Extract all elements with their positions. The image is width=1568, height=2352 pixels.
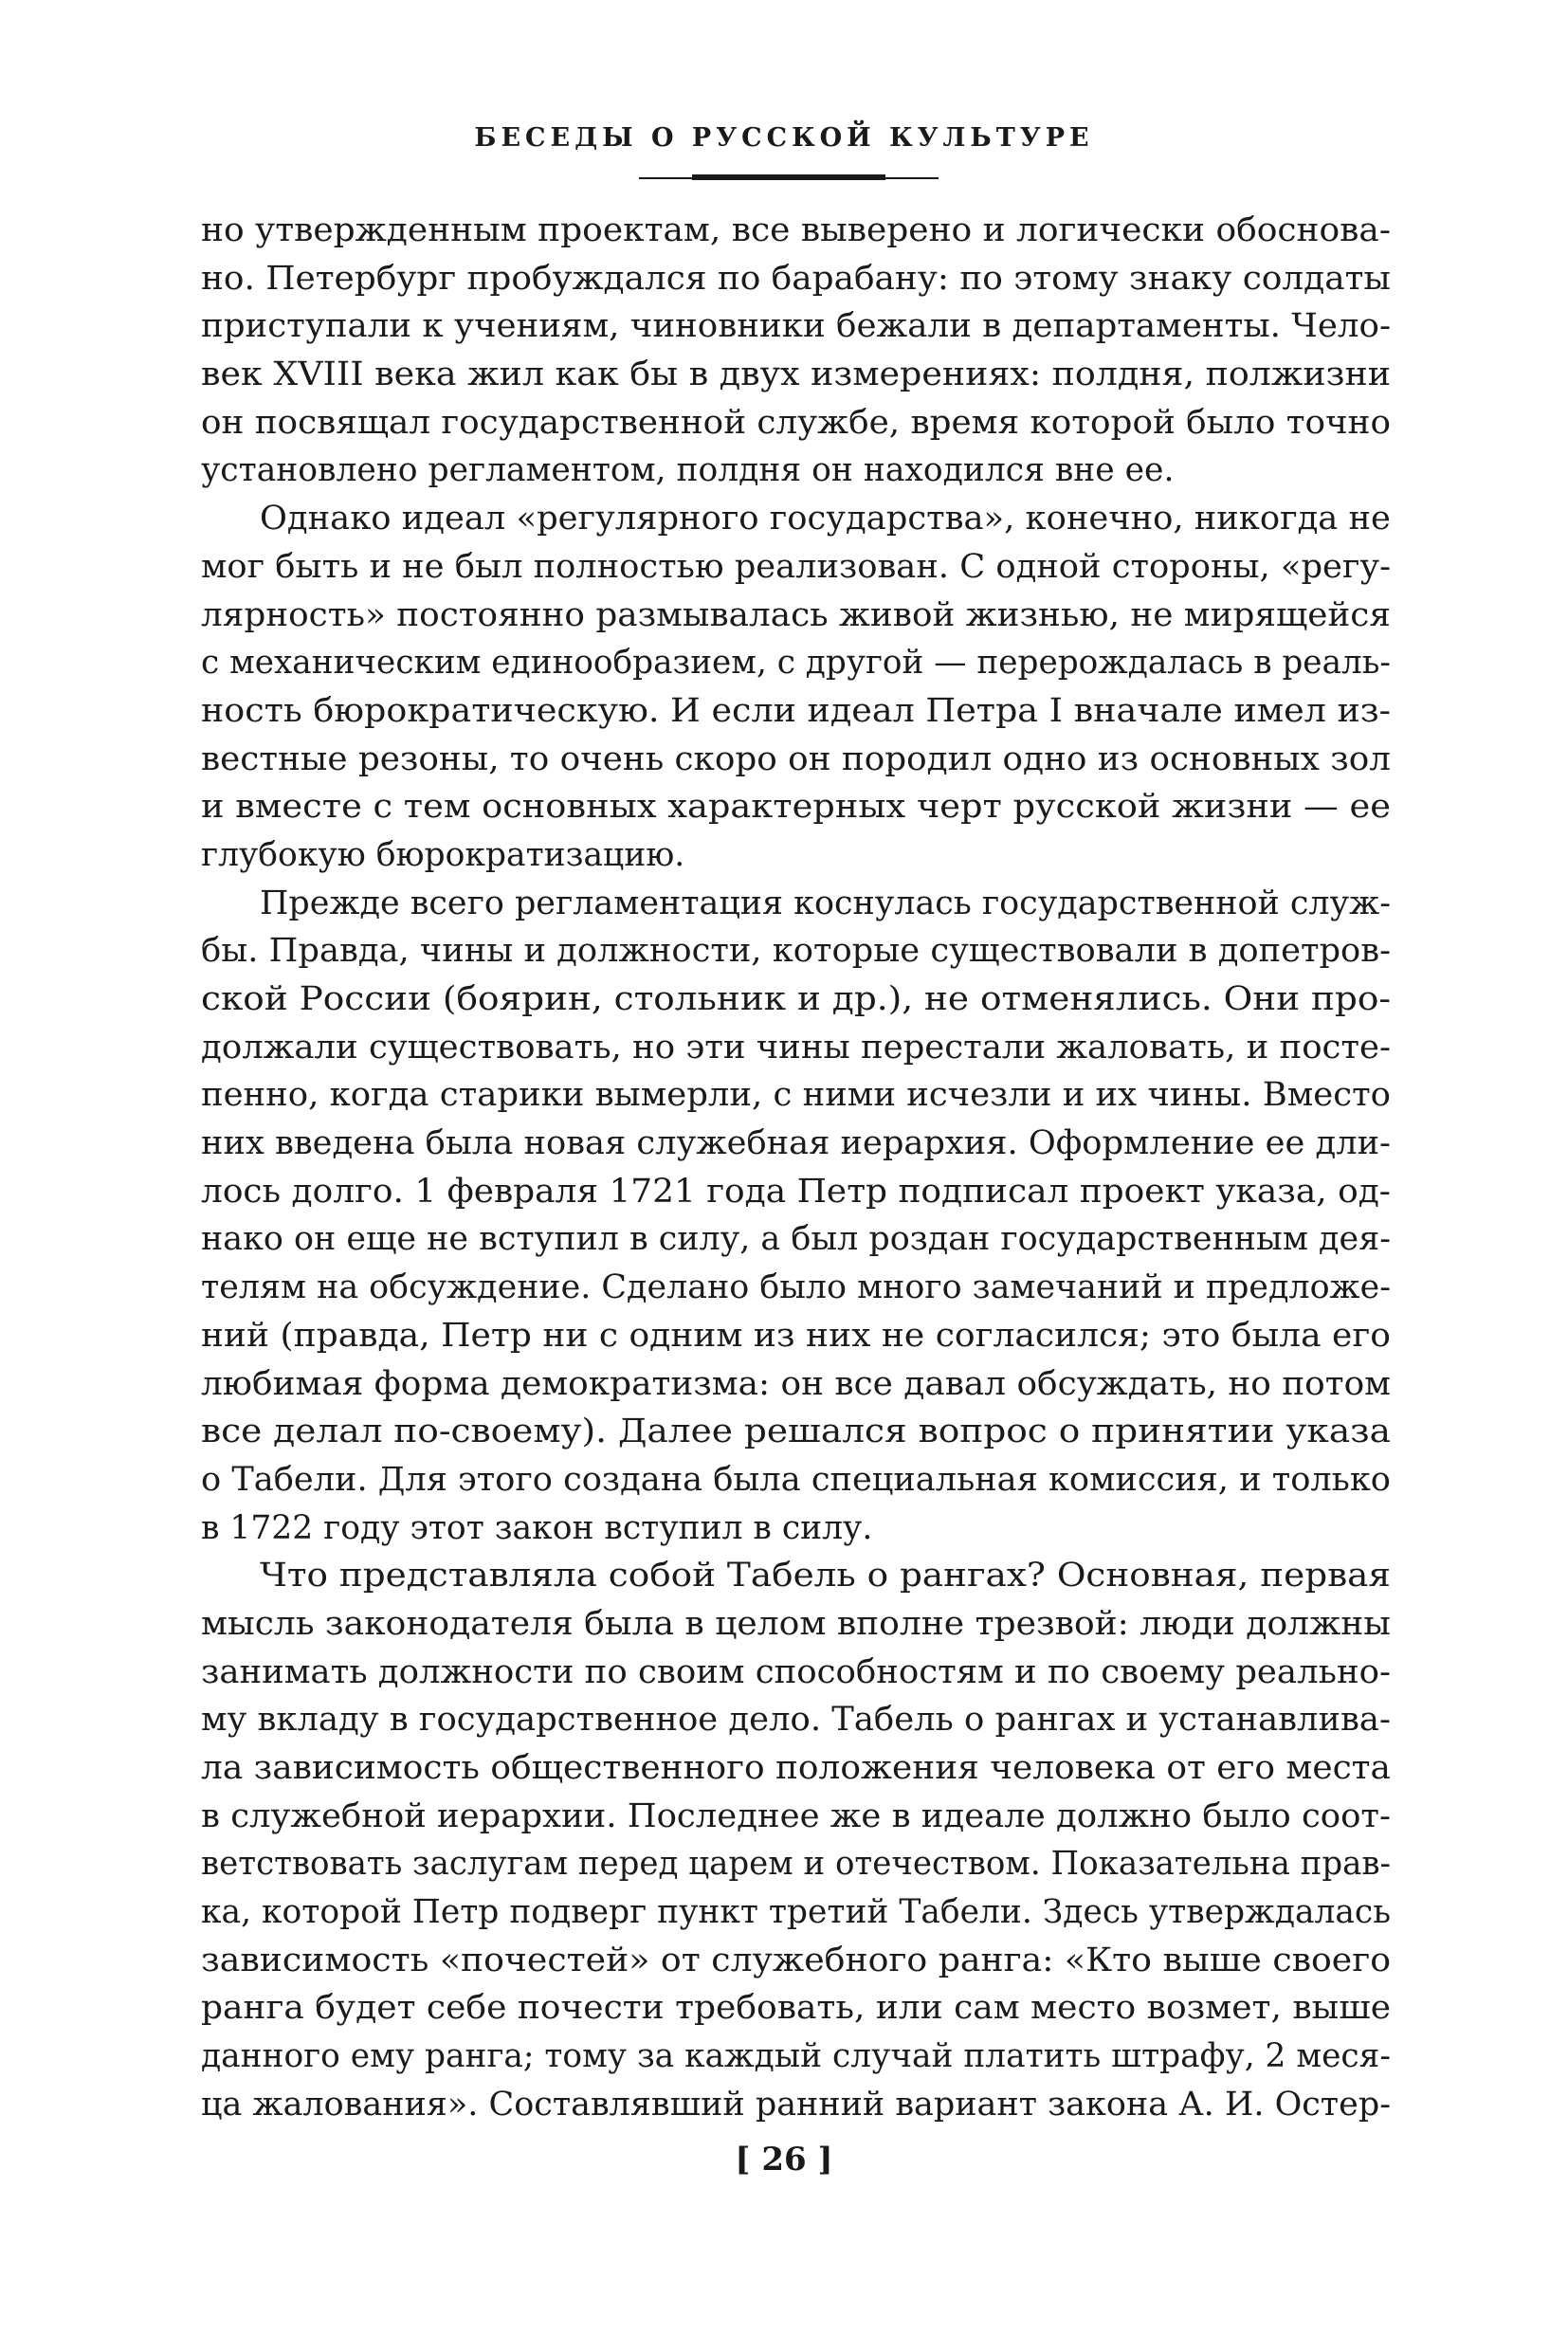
text-line-content: лярность» постоянно размывалась живой жизнью, не мирящейся [201, 595, 1391, 634]
running-header: БЕСЕДЫ О РУССКОЙ КУЛЬТУРЕ [474, 123, 1094, 153]
text-line-content: и вместе с тем основных характерных черт русской жизни — ее [201, 788, 1391, 827]
text-line-content: му вкладу в государственное дело. Табель о рангах и устанавлива- [201, 1701, 1391, 1740]
text-line [201, 880, 1391, 928]
text-line [201, 1120, 1391, 1168]
text-line [201, 351, 1391, 399]
text-line [201, 1264, 1391, 1312]
text-line [201, 1649, 1391, 1697]
text-line [201, 1456, 1391, 1504]
text-line [201, 1793, 1391, 1841]
text-line [201, 2081, 1391, 2129]
header-rule-accent [692, 174, 885, 180]
text-line [201, 2033, 1391, 2081]
text-line [201, 831, 1391, 880]
text-line-content: он посвящал государственной службе, время которой было точно [201, 403, 1392, 442]
text-line-content: в служебной иерархии. Последнее же в идеале должно было соот- [201, 1796, 1391, 1835]
text-line-content: ской России (боярин, стольник и др.), не отменялись. Они про- [201, 980, 1392, 1018]
text-line [201, 255, 1391, 303]
text-line [201, 1215, 1391, 1264]
text-line [201, 302, 1391, 351]
text-line [201, 1504, 1391, 1553]
text-line-content: ранга будет себе почести требовать, или сам место возмет, выше [201, 1989, 1392, 2028]
text-line [201, 1984, 1391, 2033]
text-line [201, 1888, 1391, 1937]
text-line-content: но утвержденным проектам, все выверено и логически обоснова- [201, 211, 1392, 249]
text-line [201, 1408, 1391, 1456]
text-line [201, 447, 1391, 495]
text-line-content: ка, которой Петр подверг пункт третий Табели. Здесь утверждалась [201, 1893, 1392, 1932]
text-line-content: век XVIII века жил как бы в двух измерениях: полдня, полжизни [201, 356, 1391, 394]
text-line-content: Однако идеал «регулярного государства», конечно, никогда не [260, 500, 1391, 538]
text-line-content: установлено регламентом, полдня он находился вне ее. [201, 451, 1175, 490]
text-line-content: ветствовать заслугам перед царем и отечеством. Показательна прав- [201, 1845, 1391, 1884]
text-line-content: ца жалования». Составлявший ранний вариант закона А. И. Остер- [201, 2085, 1392, 2124]
text-line-content: вестные резоны, то очень скоро он породил одно из основных зол [201, 739, 1391, 778]
text-line [201, 1552, 1391, 1600]
text-line-content: Что представляла собой Табель о рангах? Основная, первая [260, 1557, 1391, 1595]
text-line [201, 1600, 1391, 1649]
text-line-content: них введена была новая служебная иерархия. Оформление ее дли- [201, 1124, 1391, 1163]
text-line [201, 1312, 1391, 1360]
text-line-content: в 1722 году этот закон вступил в силу. [201, 1508, 873, 1547]
text-line-content: должали существовать, но эти чины перестали жаловать, и посте- [201, 1028, 1392, 1067]
text-line-content: нако он еще не вступил в силу, а был роздан государственным дея- [201, 1220, 1392, 1259]
text-line-content: бы. Правда, чины и должности, которые существовали в допетров- [201, 932, 1391, 971]
text-line-content: Прежде всего регламентация коснулась государственной служ- [260, 884, 1392, 922]
text-line-content: лось долго. 1 февраля 1721 года Петр подписал проект указа, од- [201, 1172, 1391, 1211]
text-line [201, 736, 1391, 784]
text-line [201, 975, 1391, 1024]
text-line-content: но. Петербург пробуждался по барабану: по этому знаку солдаты [201, 259, 1391, 298]
text-line-content: мысль законодателя была в целом вполне трезвой: люди должны [201, 1604, 1392, 1643]
text-line-content: с механическим единообразием, с другой — перерождалась в реаль- [201, 644, 1391, 683]
text-line-content: ность бюрократическую. И если идеал Петра I вначале имел из- [201, 691, 1392, 730]
text-line [201, 1071, 1391, 1120]
text-line-content: ла зависимость общественного положения человека от его места [201, 1749, 1391, 1787]
text-line [201, 543, 1391, 592]
text-line-content: мог быть и не был полностью реализован. С одной стороны, «регу- [201, 547, 1392, 586]
text-line-content: данного ему ранга; тому за каждый случай платить штрафу, 2 меся- [201, 2037, 1391, 2076]
text-line-content: телям на обсуждение. Сделано было много замечаний и предложе- [201, 1268, 1391, 1307]
text-line [201, 207, 1391, 255]
text-line-content: приступали к учениям, чиновники бежали в департаменты. Чело- [201, 307, 1391, 346]
text-line [201, 1696, 1391, 1744]
text-line-content: глубокую бюрократизацию. [201, 835, 685, 874]
text-line-content: ний (правда, Петр ни с одним из них не согласился; это была его [201, 1316, 1391, 1355]
body-text [201, 207, 1391, 2129]
text-line [201, 1937, 1391, 1985]
text-line [201, 592, 1391, 640]
text-line [201, 783, 1391, 831]
text-line [201, 495, 1391, 543]
text-line [201, 1360, 1391, 1409]
text-line [201, 1744, 1391, 1793]
text-line-content: о Табели. Для этого создана была специальная комиссия, и только [201, 1460, 1391, 1499]
text-line-content: любимая форма демократизма: он все давал обсуждать, но потом [201, 1364, 1392, 1403]
text-line-content: все делал по-своему). Далее решался вопрос о принятии указа [201, 1413, 1391, 1451]
text-line [201, 687, 1391, 736]
page-number: [ 26 ] [735, 2141, 833, 2179]
text-line [201, 1840, 1391, 1888]
text-line-content: зависимость «почестей» от служебного ранга: «Кто выше своего [201, 1941, 1392, 1979]
text-line-content: занимать должности по своим способностям и по своему реально- [201, 1652, 1391, 1691]
text-line [201, 927, 1391, 975]
text-line [201, 1024, 1391, 1072]
text-line [201, 639, 1391, 687]
text-line-content: пенно, когда старики вымерли, с ними исчезли и их чины. Вместо [201, 1076, 1391, 1115]
text-line [201, 1168, 1391, 1216]
text-line [201, 399, 1391, 447]
